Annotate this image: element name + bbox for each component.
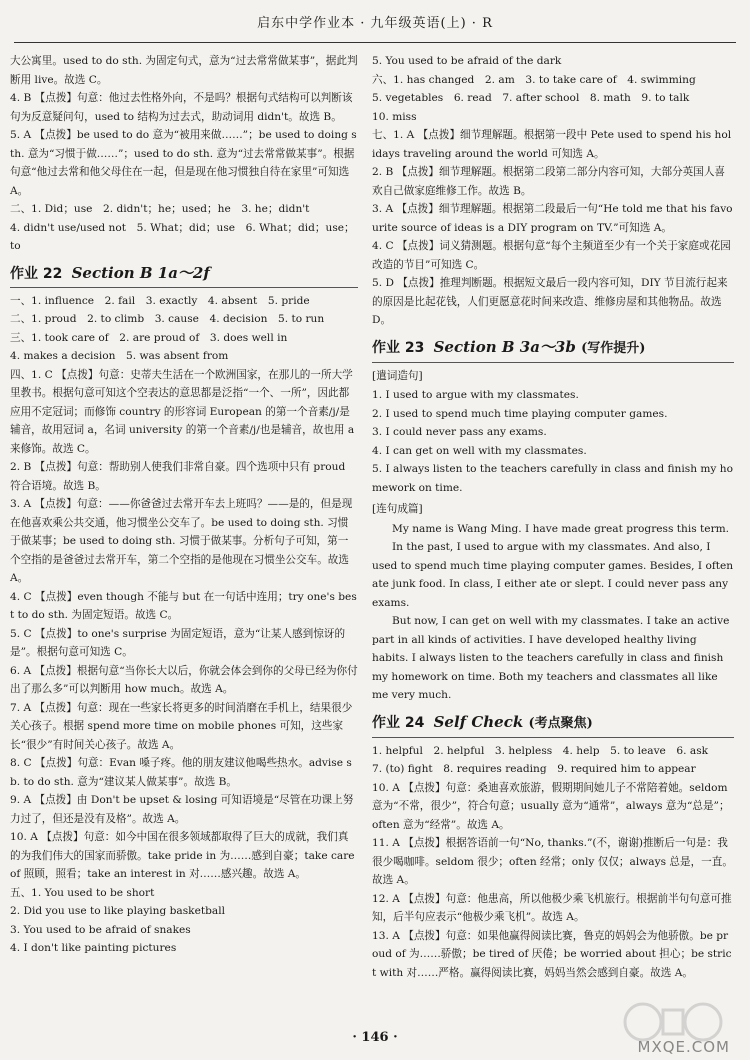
- answer-line: 4. didn't use/used not 5. What；did；use 6. What；did；use；to: [10, 221, 355, 252]
- answer-line: 4. I can get on well with my classmates.: [372, 444, 587, 457]
- answer-line: 10. A 【点拨】句意：如今中国在很多领域都取得了巨大的成就，我们真的为我们伟大的国家而骄傲。take pride in 为……感到自豪；take care of 照顾，照看；take an interest in 对……感兴趣。故选 A。: [10, 831, 355, 880]
- answer-line: 5. vegetables 6. read 7. after school 8. math 9. to talk: [372, 92, 690, 104]
- section-label: 作业 22: [10, 265, 63, 282]
- watermark-text: MXQE.COM: [637, 1038, 730, 1056]
- answer-line: 13. A 【点拨】句意：如果他赢得阅读比赛，鲁克的妈妈会为他骄傲。be proud of 为……骄傲；be tired of 厌倦；be worried about 担心；be strict with 对……严格。赢得阅读比赛，妈妈当然会感到自豪。故选 A。: [372, 929, 732, 979]
- answer-line: 2. Did you use to like playing basketball: [10, 905, 225, 917]
- answer-line: 5. C 【点拨】to one's surprise 为固定短语，意为“让某人感到惊讶的是”。根据句意可知选 C。: [10, 627, 346, 658]
- essay-paragraph: But now, I can get on well with my classmates. I take an active part in all kinds of activities. I have developed healthy living habits. I always listen to the teachers carefully in class and finish my homework on time. Both my teachers and classmates all like me very much.: [372, 615, 730, 701]
- answer-line: 2. I used to spend much time playing computer games.: [372, 407, 668, 420]
- section-heading-23: [372, 336, 734, 363]
- answer-line: 1. helpful 2. helpful 3. helpless 4. help 5. to leave 6. ask: [372, 744, 709, 757]
- answer-line: 二、1. Did；use 2. didn't；he；used；he 3. he；didn't: [10, 203, 310, 215]
- answer-line: 3. You used to be afraid of snakes: [10, 923, 191, 936]
- answer-line: 一、1. influence 2. fail 3. exactly 4. absent 5. pride: [10, 294, 310, 307]
- answer-line: 7. A 【点拨】句意：现在一些家长将更多的时间消磨在手机上，结果很少关心孩子。根据 spend more time on mobile phones 可知，这些家长“很少”有时间关心孩子。故选 A。: [10, 701, 353, 751]
- section-name: Section B 1a～2f: [71, 263, 210, 282]
- answer-line: 5. You used to be afraid of the dark: [372, 55, 562, 67]
- answer-line: 2. B 【点拨】句意：帮助别人使我们非常自豪。四个选项中只有 proud 符合语境。故选 B。: [10, 461, 346, 492]
- subsection-label: [遣词造句]: [372, 369, 423, 382]
- answer-line: 5. A 【点拨】be used to do 意为“被用来做……”；be used to doing sth. 意为“习惯于做……”；used to do sth. 意为“过去常常做某事”。根据句意“他过去常和他父母住在一起，但是现在他习惯独自待在家里”可知选 A。: [10, 129, 357, 197]
- answer-line: 大公寓里。used to do sth. 为固定句式，意为“过去常常做某事”，据此判断用 live。故选 C。: [10, 55, 358, 86]
- answer-line: 二、1. proud 2. to climb 3. cause 4. decision 5. to run: [10, 313, 325, 325]
- section-note: (考点聚焦): [528, 715, 593, 731]
- section-label: 作业 23: [372, 339, 425, 356]
- right-column: [372, 52, 734, 982]
- answer-line: 3. I could never pass any exams.: [372, 426, 547, 438]
- answer-line: 4. C 【点拨】even though 不能与 but 在一句话中连用；try one's best to do sth. 为固定短语。故选 C。: [10, 590, 357, 621]
- left-column: [10, 52, 358, 958]
- section-heading-22: [10, 262, 358, 288]
- answer-line: 3. A 【点拨】细节理解题。根据第二段最后一句“He told me that his favourite source of ideas is a DIY program on TV.”可知选 A。: [372, 203, 733, 234]
- answer-line: 5. I always listen to the teachers carefully in class and finish my homework on time.: [372, 463, 733, 494]
- answer-line: 5. D 【点拨】推理判断题。根据短文最后一段内容可知，DIY 节目流行起来的原因是比起花钱，人们更愿意花时间来改造、维修房屋和其他物品。故选 D。: [372, 277, 728, 326]
- page-number: · 146 ·: [352, 1030, 398, 1045]
- section-label: 作业 24: [372, 714, 425, 731]
- answer-line: 10. A 【点拨】句意：桑迪喜欢旅游，假期期间她儿子不常陪着她。seldom 意为“不常，很少”，符合句意；usually 意为“通常”，always 意为“总是”；often 意为“经常”。故选 A。: [372, 781, 730, 831]
- essay-paragraph: My name is Wang Ming. I have made great progress this term.: [392, 522, 730, 535]
- answer-line: 4. I don't like painting pictures: [10, 942, 177, 954]
- answer-line: 4. makes a decision 5. was absent from: [10, 350, 229, 362]
- answer-line: 三、1. took care of 2. are proud of 3. does well in: [10, 331, 288, 344]
- answer-line: 3. A 【点拨】句意：——你爸爸过去常开车去上班吗？——是的，但是现在他喜欢乘公共交通，他习惯坐公交车了。be used to doing sth. 习惯于做某事；be used to doing sth. 习惯于做某事。分析句子可知，第一个空指的是爸爸过去常开车，第二个空指的是他现在习惯坐公交车。故选 A。: [10, 498, 353, 584]
- header-title: 启东中学作业本 · 九年级英语(上) · R: [257, 16, 493, 31]
- section-note: (写作提升): [581, 340, 646, 356]
- page-header: [0, 0, 750, 40]
- answer-line: 4. C 【点拨】词义猜测题。根据句意“每个主频道至少有一个关于家庭或花园改造的节目”可知选 C。: [372, 240, 731, 271]
- answer-line: 七、1. A 【点拨】细节理解题。根据第一段中 Pete used to spend his holidays traveling around the world 可知选 A。: [372, 129, 732, 160]
- essay-paragraph: In the past, I used to argue with my classmates. And also, I used to spend much time playing computer games. Besides, I often ate junk food. In class, I either ate or slept. I could never pass any exams.: [372, 541, 734, 609]
- section-heading-24: [372, 711, 734, 738]
- answer-line: 8. C 【点拨】句意：Evan 嗓子疼。他的朋友建议他喝些热水。advise sb. to do sth. 意为“建议某人做某事”。故选 B。: [10, 757, 352, 788]
- answer-line: 四、1. C 【点拨】句意：史蒂夫生活在一个欧洲国家，在那儿的一所大学里教书。根据句意可知这个空表达的意思都是泛指“一个、一所”，因此都应用不定冠词；而修饰 country 的形容词 European 的第一个音素/j/是辅音，故用冠词 a，名词 university 的第一个音素/j/也是辅音，故也用 a 来修饰。故选 C。: [10, 368, 355, 455]
- answer-line: 7. (to) fight 8. requires reading 9. required him to appear: [372, 763, 696, 775]
- answer-line: 6. A 【点拨】根据句意“当你长大以后，你就会体会到你的父母已经为你付出了那么多”可以判断用 how much。故选 A。: [10, 664, 358, 695]
- answer-line: 12. A 【点拨】句意：他患高，所以他极少乘飞机旅行。根据前半句句意可推知，后半句应表示“他极少乘飞机”。故选 A。: [372, 892, 732, 923]
- answer-line: 4. B 【点拨】句意：他过去性格外向，不是吗？根据句式结构可以判断该句为反意疑问句，used to 结构为过去式，助动词用 didn't。故选 B。: [10, 92, 353, 123]
- section-name: Self Check: [433, 712, 524, 731]
- answer-line: 五、1. You used to be short: [10, 886, 155, 899]
- answer-line: 9. A 【点拨】由 Don't be upset & losing 可知语境是“尽管在功课上努力过了，但还是没有及格”。故选 A。: [10, 794, 354, 825]
- answer-line: 六、1. has changed 2. am 3. to take care of 4. swimming: [372, 73, 696, 86]
- header-rule: [14, 42, 736, 43]
- answer-line: 10. miss: [372, 110, 417, 123]
- subsection-label: [连句成篇]: [372, 503, 423, 515]
- answer-line: 2. B 【点拨】细节理解题。根据第二段第二部分内容可知，大部分英国人喜欢自己做家庭维修工作。故选 B。: [372, 166, 726, 197]
- answer-line: 11. A 【点拨】根据答语前一句“No, thanks.”(不，谢谢)推断后一句是：我很少喝咖啡。seldom 很少；often 经常；only 仅仅；always 总是，一直。故选 A。: [372, 837, 733, 886]
- section-name: Section B 3a～3b: [433, 337, 576, 356]
- answer-line: 1. I used to argue with my classmates.: [372, 389, 579, 401]
